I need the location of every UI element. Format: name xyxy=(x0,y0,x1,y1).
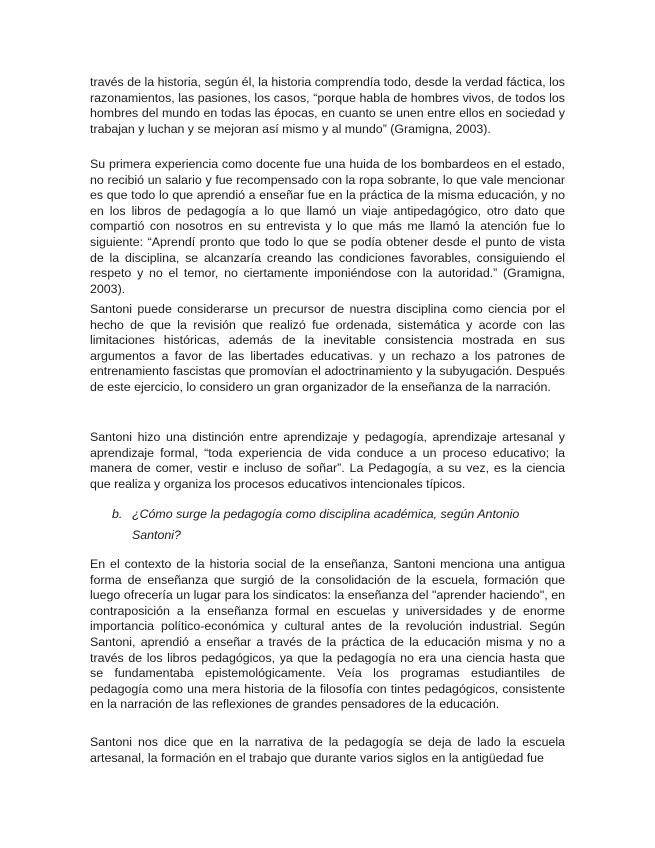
paragraph-gramigna-quote: través de la historia, según él, la historia comprendía todo, desde la verdad fáctica, los razonamientos, las pasiones, los casos, “porque habla de hombres vivos, de todos los hombres del mundo en todas las épocas, en cuanto se unen entre ellos en sociedad y trabajan y luchan y se mejoran así mismo y al mundo” (Gramigna, 2003). xyxy=(90,75,565,136)
paragraph-learning-distinction: Santoni hizo una distinción entre aprendizaje y pedagogía, aprendizaje artesanal y aprendizaje formal, “toda experiencia de vida conduce a un proceso educativo; la manera de comer, vestir e incluso de soñar”. La Pedagogía, a su vez, es la ciencia que realiza y organiza los procesos educativos intencionales típicos. xyxy=(90,430,565,491)
paragraph-narrative-pedagogy: Santoni nos dice que en la narrativa de la pedagogía se deja de lado la escuela artesanal, la formación en el trabajo que durante varios siglos en la antigüedad fue xyxy=(90,735,565,765)
paragraph-first-teaching-experience: Su primera experiencia como docente fue una huida de los bombardeos en el estado, no recibió un salario y fue recompensado con la ropa sobrante, lo que vale mencionar es que todo lo que aprendió a enseñar fue en la práctica de la misma educación, y no en los libros de pedagogía a lo que llamó un viaje antipedagógico, otro dato que compartió con nosotros en su entrevista y lo que más me llamó la atención fue lo siguiente: “Aprendí pronto que todo lo que se podía obtener desde el punto de vista de la disciplina, se alcanzaría creando las condiciones favorables, consiguiendo el respeto y no el temor, no ciertamente imponiéndose con la autoridad.” (Gramigna, 2003). xyxy=(90,157,565,296)
heading-question: ¿Cómo surge la pedagogía como disciplina académica, según Antonio Santoni? xyxy=(132,507,520,542)
section-heading xyxy=(112,504,552,546)
paragraph-precursor: Santoni puede considerarse un precursor de nuestra disciplina como ciencia por el hecho de que la revisión que realizó fue ordenada, sistemática y acorde con las limitaciones históricas, además de la inevitable consistencia mostrada en sus argumentos a favor de las libertades educativas. y un rechazo a los patrones de entrenamiento fascistas que promovían el adoctrinamiento y la subyugación. Después de este ejercicio, lo considero un gran organizador de la enseñanza de la narración. xyxy=(90,302,565,394)
heading-list-marker: b. xyxy=(112,507,123,521)
paragraph-social-history: En el contexto de la historia social de la enseñanza, Santoni menciona una antigua forma de enseñanza que surgió de la consolidación de la escuela, formación que luego ofrecería un lugar para los sindicatos: la enseñanza del "aprender haciendo", en contraposición a la enseñanza formal en escuelas y universidades y de enorme importancia político-económica y cultural antes de la revolución industrial. Según Santoni, aprendió a enseñar a través de la práctica de la educación misma y no a través de los libros pedagógicos, ya que la pedagogía no era una ciencia hasta que se fundamentaba epistemológicamente. Veía los programas estudiantiles de pedagogía como una mera historia de la filosofía con tintes pedagógicos, consistente en la narración de las reflexiones de grandes pensadores de la educación. xyxy=(90,557,565,712)
